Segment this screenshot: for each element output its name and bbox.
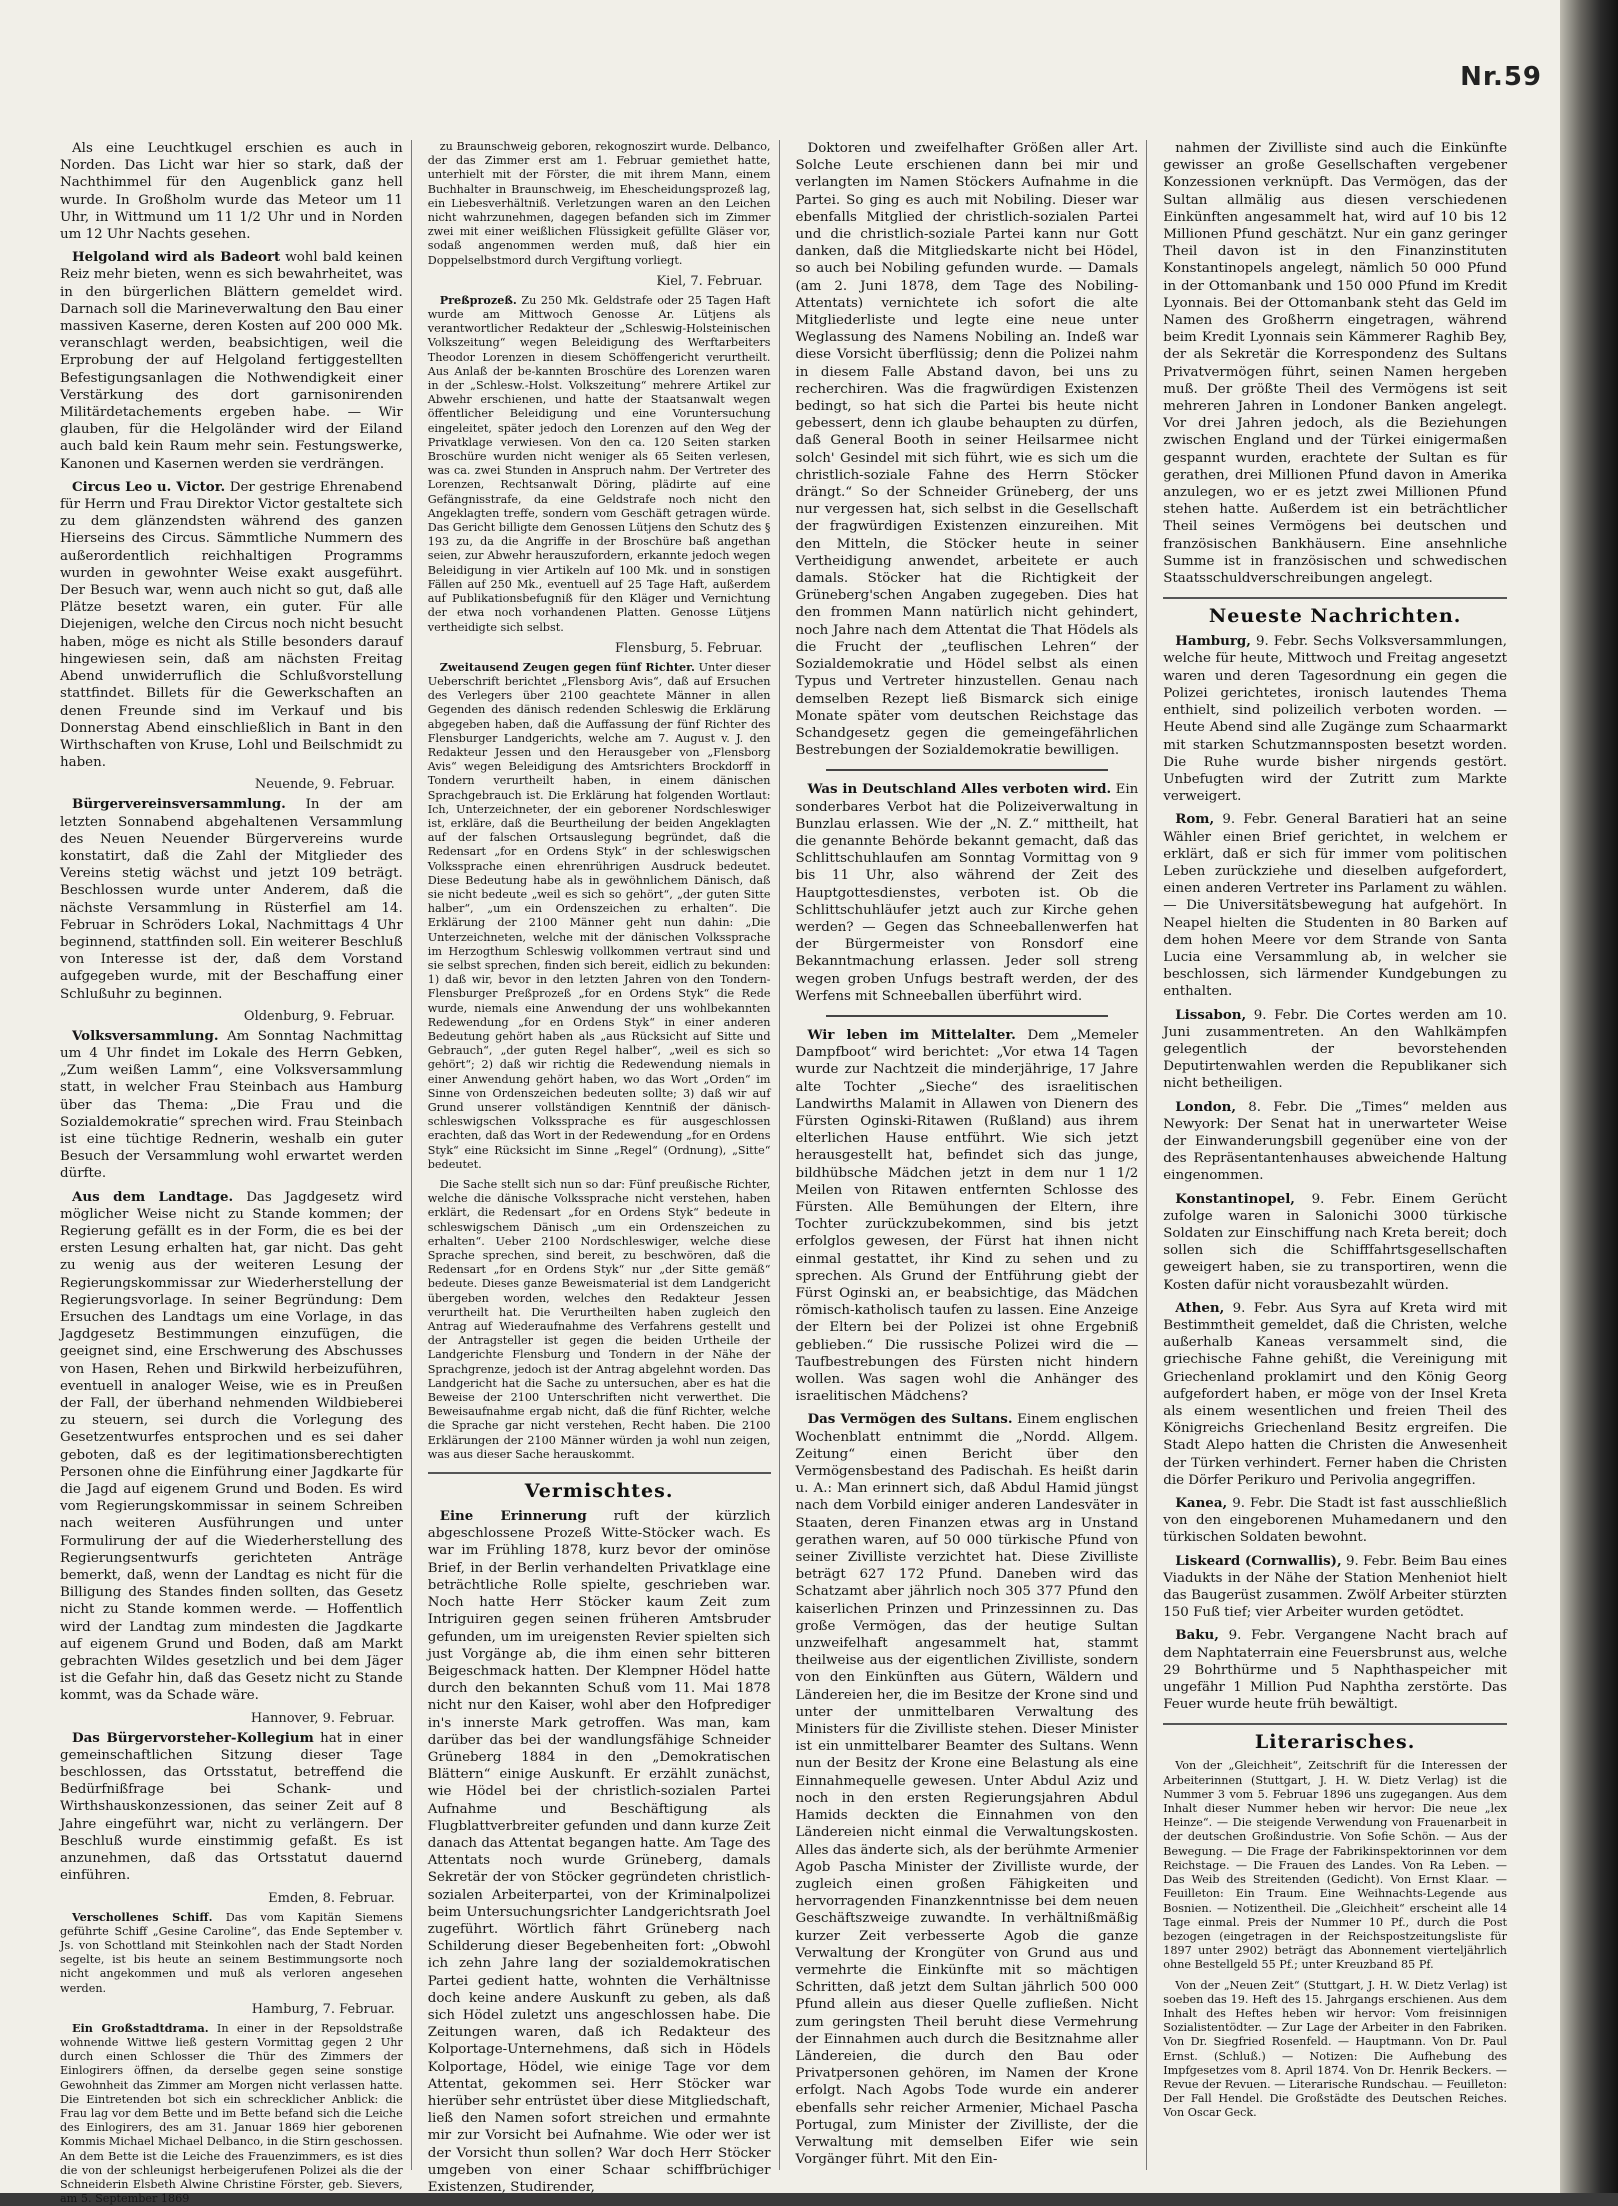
article-text: Die Sache stellt sich nun so dar: Fünf preußische Richter, welche die dänische Volkssprache nicht verstehen, haben erklärt, die Redensart „for en Ordens Styk“ bedeute in schleswigschem Dänisch „um ein Ordenszeichen zu erhalten“. Ueber 2100 Nordschleswiger, welche diese Sprache sprechen, sind bereit, zu beschwören, daß die Redensart „for en Ordens Styk“ nur „der Sitte gemäß“ bedeute. Dieses ganze Beweismaterial ist dem Landgericht übergeben worden, welches den Redakteur Jessen verurtheilt hat. Die Verurtheilten haben zugleich den Antrag auf Wiederaufnahme des Verfahrens gestellt und der Antragsteller ist gegen die beiden Urtheile der Landgerichte Flensburg und Tondern in der Nähe der Sprachgrenze, jedoch ist der Antrag abgelehnt worden. Das Landgericht hat die Sache zu untersuchen, aber es hat die Beweise der 2100 Unterschriften nicht verwerthet. Die Beweisaufnahme ergab nicht, daß die fünf Richter, welche die Sprache gar nicht verstehen, Recht haben. Die 2100 Erklärungen der 2100 Männer würden ja wohl nun zeigen, was aus dieser Sache herauskommt. bbox=[427, 1178, 771, 1461]
article-headline: Ein Großstadtdrama. bbox=[72, 2020, 209, 2035]
article-text: Als eine Leuchtkugel erschien es auch in Norden. Das Licht war hier so stark, daß der Nachthimmel für den Augenblick ganz hell wurde. In Großholm wurde das Meteor um 11 Uhr, in Wittmund um 11 1/2 Uhr und in Norden um 12 Uhr Nachts gesehen. bbox=[60, 141, 403, 243]
article-headline: Wir leben im Mittelalter. bbox=[807, 1026, 1016, 1043]
article-text: 9. Febr. Beim Bau eines Viadukts in der Nähe der Station Menheniot hielt das Baugerüst zusammen. Zwölf Arbeiter stürzten 150 Fuß tief; vier Arbeiter wurden getödtet. bbox=[1163, 1553, 1507, 1621]
article-paragraph bbox=[1163, 633, 1507, 805]
article-headline: Lissabon, bbox=[1175, 1006, 1247, 1023]
article-paragraph bbox=[1163, 1099, 1507, 1185]
article-headline: Circus Leo u. Victor. bbox=[72, 478, 226, 495]
article-paragraph bbox=[428, 140, 771, 268]
article-text: hat in einer gemeinschaftlichen Sitzung dieser Tage beschlossen, das Ortsstatut, betreffend die Bedürfnißfrage bei Schank- und Wirthshauskonzessionen, das seiner Zeit auf 8 Jahre eingeführt war, nicht zu verlängern. Der Beschluß wurde einstimmig gefaßt. Es ist anzunehmen, daß das Ortsstatut dauernd einführen. bbox=[60, 1730, 403, 1884]
dateline: Oldenburg, 9. Februar. bbox=[243, 1008, 395, 1024]
article-text: wohl bald keinen Reiz mehr bieten, wenn es sich bewahrheitet, was in den bürgerlichen Blättern gemeldet wird. Darnach soll die Marineverwaltung den Bau einer massiven Kaserne, deren Kosten auf 200 000 Mk. veranschlagt werden, beabsichtigen, weil die Erprobung der auf Helgoland fertiggestellten Befestigungsanlagen die Nothwendigkeit einer Verstärkung des dort garnisonirenden Militärdetachements ergeben habe. — Wir glauben, für die Helgoländer wird der Eiland auch bald kein Raum mehr sein. Festungswerke, Kanonen und Kasernen werden sie verdrängen. bbox=[60, 250, 403, 472]
article-text: Einem englischen Wochenblatt entnimmt die „Nordd. Allgem. Zeitung“ einen Bericht über den Vermögensbestand des Padischah. Es heißt darin u. A.: Man erinnert sich, daß Abdul Hamid jüngst nach dem Vorbild einiger anderen Landesväter in Staaten, deren Finanzen etwas arg in Unstand gerathen waren, auf 50 000 türkische Pfund von seiner Zivilliste verzichtet hat. Diese Zivilliste beträgt 627 172 Pfund. Daneben wird das Schatzamt aber jährlich noch 305 377 Pfund den kaiserlichen Prinzen und Prinzessinnen zu. Das große Vermögen, das der heutige Sultan unzweifelhaft angesammelt hat, stammt theilweise aus der eigentlichen Zivilliste, sondern von den Einkünften aus Gütern, Wäldern und Ländereien her, die im Besitze der Krone sind und unter der unmittelbaren Verwaltung des Ministers für die Zivilliste stehen. Dieser Minister ist ein unmittelbarer Beamter des Sultans. Wenn nun der Besitz der Krone eine Belastung als eine Einnahmequelle gewesen. Unter Abdul Aziz und noch in den ersten Regierungsjahren Abdul Hamids deckten die Einnahmen von den Ländereien nicht einmal die Verwaltungskosten. Alles das änderte sich, als der berühmte Armenier Agob Pascha Minister der Zivilliste wurde, der zugleich einen großen Fähigkeiten und hervorragenden Finanzkenntnisse bei dem neuen Geschäftszweige zuwandte. In verhältnißmäßig kurzer Zeit verbesserte Agob die ganze Verwaltung der Krongüter von Grund aus und vermehrte die Einkünfte mit so mächtigen Schritten, daß jetzt dem Sultan jährlich 500 000 Pfund allein aus dieser Quelle zufließen. Nicht zum geringsten Theil beruht diese Vermehrung der Einnahmen auch durch die Besitznahme aller Ländereien, die durch den Bau oder Privatpersonen gehören, im Namen der Krone erfolgt. Nach Agobs Tode wurde ein anderer ebenfalls sehr reicher Armenier, Michael Pascha Portugal, zum Minister der Zivilliste, der die Verwaltung mit demselben Eifer wie sein Vorgänger führt. Mit den Ein- bbox=[795, 1412, 1139, 2168]
article-paragraph bbox=[1163, 1553, 1507, 1622]
article-text: 8. Febr. Die „Times“ melden aus Newyork: Der Senat hat in unerwarteter Weise der Einwanderungsbill gegenüber eine von der des Repräsentantenhauses abweichende Haltung eingenommen. bbox=[1163, 1099, 1507, 1184]
article-headline: Konstantinopel, bbox=[1175, 1190, 1295, 1207]
article-text: Der gestrige Ehrenabend für Herrn und Frau Direktor Victor gestaltete sich zu dem glänzendsten während des ganzen Hierseins des Circus. Sämmtliche Nummern des außerordentlich reichhaltigen Programms wurden in gewohnter Weise exakt ausgeführt. Der Besuch war, wenn auch nicht so gut, daß alle Plätze besetzt waren, ein guter. Für alle Diejenigen, welche den Circus noch nicht besucht haben, möge es nicht als Stille besonders darauf hingewiesen sein, daß am nächsten Freitag Abend unwiderruflich die Schlußvorstellung stattfindet. Billets für die Gewerkschaften an denen Freunde sind im Verkauf und bis Donnerstag Abend einschließlich in Bant in den Wirthschaften von Kruse, Lohl und Beilschmidt zu haben. bbox=[60, 479, 403, 771]
article-headline: Volksversammlung. bbox=[72, 1027, 219, 1044]
article-headline: Rom, bbox=[1175, 811, 1215, 828]
article-text: Das vom Kapitän Siemens geführte Schiff „Gesine Caroline“, das Ende September v. Js. von Schottland mit Steinkohlen nach der Stadt Norden segelte, ist bis heute an seinem Bestimmungsorte noch nicht angekommen und muß als verloren angesehen werden. bbox=[60, 1910, 403, 1995]
article-text: Am Sonntag Nachmittag um 4 Uhr findet im Lokale des Herrn Gebken, „Zum weißen Lamm“, eine Volksversammlung statt, in welcher Frau Steinbach aus Hamburg über das Thema: „Die Frau und die Sozialdemokratie“ sprechen wird. Frau Steinbach ist eine tüchtige Rednerin, weshalb ein guter Besuch der Versammlung wohl erwartet werden dürfte. bbox=[60, 1028, 403, 1182]
article-paragraph bbox=[1163, 1627, 1507, 1713]
section-heading: Vermischtes. bbox=[428, 1472, 771, 1502]
article-text: nahmen der Zivilliste sind auch die Einkünfte gewisser an große Gesellschaften vergebener Konzessionen verknüpft. Das Vermögen, das der Sultan allmälig aus diesen verschiedenen Einkünften angesammelt hat, wird auf 10 bis 12 Millionen Pfund geschätzt. Nur ein ganz geringer Theil davon ist in den Finanzinstituten Konstantinopels angelegt, nämlich 50 000 Pfund in der Ottomanbank und 150 000 Pfund im Kredit Lyonnais. Bei der Ottomanbank steht das Geld im Namen des Großherrn eingetragen, während beim Kredit Lyonnais sein Kämmerer Raghib Bey, der als Sekretär die Korrespondenz des Sultans Privatvermögen führt, seinen Namen hergeben muß. Der größte Theil des Vermögens ist seit mehreren Jahren in Londoner Banken angelegt. Vor drei Jahren jedoch, als die Beziehungen zwischen England und der Türkei einigermaßen gespannt wurden, erachtete der Sultan es für gerathen, drei Millionen Pfund davon in Amerika anzulegen, wo er es jetzt zwei Millionen Pfund stehen hatte. Außerdem ist ein beträchtlicher Theil seines Vermögens bei deutschen und französischen Bankhäusern. Eine ansehnliche Summe ist in französischen und schwedischen Staatsschuldverschreibungen angelegt. bbox=[1163, 141, 1507, 587]
article-paragraph bbox=[428, 1178, 771, 1462]
article-paragraph bbox=[796, 781, 1139, 1005]
article-text: Von der „Gleichheit“, Zeitschrift für die Interessen der Arbeiterinnen (Stuttgart, J. H. W. Dietz Verlag) ist die Nummer 3 vom 5. Februar 1896 uns zugegangen. Aus dem Inhalt dieser Nummer heben wir hervor: Die neue „lex Heinze“. — Die steigende Verwendung von Frauenarbeit in der deutschen Großindustrie. Von Sofie Schön. — Aus der Bewegung. — Die Frage der Fabrikinspektorinnen vor dem Reichstage. — Die Frauen des Landes. Von Ra Leben. — Das Weib des Streitenden (Gedicht). Von Ernst Klaar. — Feuilleton: Ein Traum. Eine Weihnachts-Legende aus Bosnien. — Notizentheil. Die „Gleichheit“ erscheint alle 14 Tage einmal. Preis der Nummer 10 Pf., durch die Post bezogen (eingetragen in der Reichspostzeitungsliste für 1897 unter 2902) beträgt das Abonnement vierteljährlich ohne Bestellgeld 55 Pf.; unter Kreuzband 85 Pf. bbox=[1163, 1759, 1507, 1972]
article-paragraph bbox=[1163, 1007, 1507, 1093]
dateline: Kiel, 7. Februar. bbox=[656, 273, 763, 289]
article-headline: Verschollenes Schiff. bbox=[72, 1909, 213, 1924]
article-text: 9. Febr. Sechs Volksversammlungen, welche für heute, Mittwoch und Freitag angesetzt waren und deren Tagesordnung ein gegen die Polizei gerichtetes, ironisch lautendes Thema enthielt, sind polizeilich verboten worden. — Heute Abend sind alle Zugänge zum Schaarmarkt mit starken Schutzmannsposten besetzt worden. Die Ruhe wurde bisher nirgends gestört. Unbefugten wird der Zutritt zum Markte verweigert. bbox=[1163, 634, 1507, 805]
article-headline: Zweitausend Zeugen gegen fünf Richter. bbox=[439, 659, 695, 674]
article-text: 9. Febr. Die Stadt ist fast ausschließlich von den eingeborenen Muhamedanern und den türkischen Soldaten bewohnt. bbox=[1163, 1496, 1507, 1546]
article-paragraph bbox=[428, 1508, 771, 2196]
article-headline: Baku, bbox=[1175, 1627, 1219, 1644]
article-paragraph bbox=[1163, 1979, 1507, 2121]
page-number: Nr.59 bbox=[1460, 62, 1542, 92]
article-text: Ein sonderbares Verbot hat die Polizeiverwaltung in Bunzlau erlassen. Wie der „N. Z.“ mittheilt, hat die genannte Behörde bekannt gemacht, daß das Schlittschuhlaufen am Sonntag Vormittag von 9 bis 11 Uhr, also während der Zeit des Hauptgottesdienstes, verboten ist. Ob die Schlittschuhläufer jetzt auch zur Kirche gehen werden? — Gegen das Schneeballenwerfen hat der Bürgermeister von Ronsdorf eine Bekanntmachung erlassen. Jeder soll streng wegen groben Unfugs bestraft werden, der des Werfens mit Schneeballen überführt wird. bbox=[795, 782, 1139, 1004]
article-text: Von der „Neuen Zeit“ (Stuttgart, J. H. W. Dietz Verlag) ist soeben das 19. Heft des 15. Jahrgangs erschienen. Aus dem Inhalt des Heftes heben wir hervor: Vom freisinnigen Sozialistentödter. — Zur Lage der Arbeiter in den Fabriken. Von Dr. Siegfried Rosenfeld. — Hauptmann. Von Dr. Paul Ernst. (Schluß.) — Notizen: Die Aufhebung des Impfgesetzes vom 8. April 1874. Von Dr. Henrik Beckers. — Revue der Revuen. — Literarische Rundschau. — Feuilleton: Der Fall Hendel. Die Großstädte des Deutschen Reiches. Von Oscar Geck. bbox=[1163, 1978, 1507, 2120]
article-text: 9. Febr. Die Cortes werden am 10. Juni zusammentreten. An den Wahlkämpfen gelegentlich der bevorstehenden Deputirtenwahlen werden die Republikaner sich nicht betheiligen. bbox=[1163, 1007, 1507, 1092]
article-text: In der am letzten Sonnabend abgehaltenen Versammlung des Neuen Neuender Bürgervereins wurde konstatirt, daß die Zahl der Mitglieder des Vereins stetig wächst und jetzt 109 beträgt. Beschlossen wurde unter Anderem, daß die nächste Versammlung in Rüsterfiel am 14. Februar in Schröders Lokal, Nachmittags 4 Uhr beginnend, stattfinden soll. Ein weiterer Beschluß von Interesse ist der, daß dem Vorstand aufgegeben wurde, mit der Beschaffung einer Schlußuhr zu beginnen. bbox=[60, 797, 403, 1002]
article-paragraph bbox=[60, 1189, 403, 1705]
article-headline: Liskeard (Cornwallis), bbox=[1175, 1552, 1342, 1569]
dateline: Hamburg, 7. Februar. bbox=[251, 2001, 395, 2017]
article-paragraph bbox=[60, 249, 403, 473]
article-headline: Das Vermögen des Sultans. bbox=[807, 1411, 1013, 1428]
article-text: Das Jagdgesetz wird möglicher Weise nicht zu Stande kommen; der Regierung gefällt es in der Form, die es bei der ersten Lesung erhalten hat, gar nicht. Das geht zu wenig aus der weiteren Lesung der Regierungskommissar zur Wiederherstellung der Regierungsvorlage. In seiner Begründung: Dem Ersuchen des Landtags um eine Vorlage, in das Jagdgesetz Bestimmungen einzufügen, die geeignet sind, eine Erschwerung des Abschusses von Hasen, Rehen und Birkwild herbeizuführen, eventuell in analoger Weise, wie es in Preußen der Fall, der überhand nehmenden Wildbieberei zu steuern, sei durch die Vorlegung des Gesetzentwurfes entsprochen und es sei daher geboten, daß es der legitimationsberechtigten Personen ohne die Einführung einer Jagdkarte für die Jagd auf eigenem Grund und Boden. Es wird vom Regierungskommissar in seinem Schreiben nach weiteren Ausführungen und unter Formulirung der auf die Wiederherstellung des Regierungsentwurfs gerichteten Anträge bemerkt, daß, wenn der Landtag es nicht für die Billigung des Standes finden sollten, das Gesetz nicht zu Stande kommen werde. — Hoffentlich wird der Landtag zum mindesten die Jagdkarte auf eigenem Grund und Boden, daß am Markt gebrachten Wildes gesetzlich und bei dem Jäger ist die Gefahr hin, daß das Gesetz nicht zu Stande kommt, was da Schade wäre. bbox=[60, 1189, 403, 1704]
article-paragraph bbox=[428, 293, 771, 635]
article-headline: Preßprozeß. bbox=[439, 292, 517, 307]
article-text: Doktoren und zweifelhafter Größen aller Art. Solche Leute erschienen dann bei mir und verlangten im Namen Stöckers Aufnahme in die Partei. So ging es auch mit Nobiling. Dieser war ebenfalls Mitglied der christlich-sozialen Partei und die christlich-soziale Partei kann nur Gott danken, daß die Mitgliedskarte nicht bei Hödel, so auch bei Nobiling gefunden wurde. — Damals (am 2. Juni 1878, dem Tage des Nobiling-Attentats) vernichtete ich sofort die alte Mitgliederliste und legte eine neue unter Weglassung des Namens Nobiling an. Indeß war diese Vorsicht überflüssig; denn die Polizei nahm in diesem Falle Abstand davon, bei uns zu recherchiren. Was die fragwürdigen Existenzen bedingt, so hat sich die Partei bis heute nicht gebessert, denn ich glaube behaupten zu dürfen, daß General Booth in seiner Heilsarmee nicht solch' Gesindel mit sich führt, wie es sich um die christlich-soziale Fahne des Herrn Stöcker drängt.“ So der Schneider Grüneberg, der uns nur vergessen hat, sich selbst in die Gesellschaft der fragwürdigen Existenzen einzureihen. Mit den Mitteln, die Stöcker heute in seiner Vertheidigung anwendet, arbeitete er auch damals. Stöcker hat die Richtigkeit der Grüneberg'schen Angaben zugegeben. Dies hat den frommen Mann natürlich nicht gehindert, noch Jahre nach dem Attentat die That Hödels als die Frucht der „teuflischen Lehren“ der Sozialdemokratie und Hödel selbst als einen Typus und Vertreter hinzustellen. Genau nach demselben Rezept ließ Bismarck sich einige Monate später vom deutschen Reichstage das Schandgesetz gegen die gemeingefährlichen Bestrebungen der Sozialdemokratie bewilligen. bbox=[795, 141, 1139, 759]
article-text: In einer in der Repsoldstraße wohnende Wittwe ließ gestern Vormittag gegen 2 Uhr durch einen Schlosser die Thür des Zimmers der Einlogirers öffnen, da derselbe gegen seine sonstige Gewohnheit das Zimmer am Morgen nicht verlassen hatte. Die Eintretenden bot sich ein schrecklicher Anblick: die Frau lag vor dem Bette und im Bette befand sich die Leiche des Einlogirers, des am 31. Januar 1869 hier geborenen Kommis Michael Michael Delbanco, in die Stirn geschossen. An dem Bette ist die Leiche des Frauenzimmers, es ist dies die von der schleunigst herbeigerufenen Polizei als die der Schneiderin Elsbeth Alwine Christine Förster, geb. Sievers, am 5. September 1869 bbox=[60, 2021, 403, 2206]
article-text: 9. Febr. Vergangene Nacht brach auf dem Naphtaterrain eine Feuersbrunst aus, welche 29 Bohrthürme und 5 Naphthaspeicher mit ungefähr 1 Million Pud Naphtha zerstörte. Das Feuer wurde heute früh bewältigt. bbox=[1163, 1628, 1507, 1713]
article-text: 9. Febr. Einem Gerücht zufolge waren in Salonichi 3000 türkische Soldaten zur Einschiffung nach Kreta bereit; doch sollen sich die Schifffahrtsgesellschaften geweigert haben, sie zu transportiren, wenn die Kosten dafür nicht vorausbezahlt würden. bbox=[1163, 1191, 1507, 1293]
article-headline: London, bbox=[1175, 1098, 1237, 1115]
article-paragraph bbox=[1163, 1300, 1507, 1489]
article-text: ruft der kürzlich abgeschlossene Prozeß Witte-Stöcker wach. Es war im Frühling 1878, kurz bevor der ominöse Brief, in der Berlin verhandelten Privatklage eine beträchtliche Rolle spielte, geschrieben war. Noch hatte Herr Stöcker kaum Zeit zum Intriguiren gegen seinen früheren Amtsbruder gefunden, um im ureigensten Revier spielten sich just Vorgänge ab, die ihm einen sehr bitteren Beigeschmack hatten. Der Klempner Hödel hatte durch den bekannten Schuß vom 11. Mai 1878 nicht nur den Kaiser, wohl aber den Hofprediger in's innerste Mark getroffen. Was man, kam darüber das bei der wandlungsfähige Schneider Grüneberg 1884 in den „Demokratischen Blättern“ einige Auskunft. Er erzählt zunächst, wie Hödel bei der christlich-sozialen Partei Aufnahme und Beschäftigung als Flugblattverbreiter gefunden und dann kurze Zeit danach das Attentat begangen hatte. Am Tage des Attentats noch wurde Grüneberg, damals Sekretär der von Stöcker gegründeten christlich-sozialen Arbeiterpartei, von der Kriminalpolizei beim Untersuchungsrichter Landgerichtsrath Joel zugeführt. Wörtlich fährt Grüneberg nach Schilderung dieser Begebenheiten fort: „Obwohl ich zehn Jahre lang der sozialdemokratischen Partei gedient hatte, wohnten die Verhältnisse doch keine andere Auskunft zu geben, als daß sich Hödel zuletzt uns angeschlossen habe. Die Zeitungen waren, daß ich Redakteur des Kolportage-Unternehmens, daß sich in Hödels Kolportage, Hödel, wie einige Tage vor dem Attentat, gekommen sei. Herr Stöcker war hierüber sehr entrüstet über diese Mitgliedschaft, ließ den Namen sofort streichen und ermahnte mir zur Vorsicht bei Aufnahme. Wie oder wer ist der Vorsicht thun sollen? War doch Herr Stöcker umgeben von einer Schaar schiffbrüchiger Existenzen, Studirender, bbox=[427, 1509, 771, 2195]
article-paragraph bbox=[60, 1910, 403, 1996]
newspaper-column bbox=[427, 140, 780, 2195]
section-heading: Neueste Nachrichten. bbox=[1163, 597, 1507, 627]
article-text: Zu 250 Mk. Geldstrafe oder 25 Tagen Haft wurde am Mittwoch Genosse Ar. Lütjens als verantwortlicher Redakteur der „Schleswig-Holsteinischen Volkszeitung“ wegen Beleidigung des Werftarbeiters Theodor Lorenzen in diesem Schöffengericht verurtheilt. Aus Anlaß der be-kannten Broschüre des Lorenzen waren in der „Schlesw.-Holst. Volkszeitung“ mehrere Artikel zur Abwehr erschienen, und hatte der Staatsanwalt wegen öffentlicher Beleidigung und eine Voruntersuchung eingeleitet, später jedoch den Lorenzen auf den Weg der Privatklage verwiesen. Von den ca. 120 Seiten starken Broschüre wurden nicht weniger als 65 Seiten verlesen, was ca. zwei Stunden in Anspruch nahm. Der Vertreter des Lorenzen, Rechtsanwalt Döring, plädirte auf eine Gefängnisstrafe, da eine Geldstrafe noch nicht den Angeklagten treffe, sondern vom Geschäft getragen würde. Das Gericht billigte dem Genossen Lütjens den Schutz des § 193 zu, da die Angriffe in der Broschüre baß angethan seien, zur Abwehr herauszufordern, erkannte jedoch wegen Beleidigung in vier Artikeln auf 100 Mk. und in sonstigen Fällen auf 250 Mk., eventuell auf 25 Tage Haft, außerdem auf Publikationsbefugniß für den Kläger und Vernichtung der etwa noch vorhandenen Platten. Genosse Lütjens vertheidigte sich selbst. bbox=[427, 293, 771, 634]
article-paragraph bbox=[1163, 1495, 1507, 1547]
article-paragraph bbox=[1163, 140, 1507, 587]
article-headline: Was in Deutschland Alles verboten wird. bbox=[807, 781, 1112, 798]
article-paragraph bbox=[428, 660, 771, 1172]
section-divider bbox=[826, 769, 1109, 771]
section-divider bbox=[826, 1015, 1109, 1017]
newspaper-column bbox=[796, 140, 1148, 2170]
column-grid bbox=[60, 140, 1515, 2206]
article-headline: Athen, bbox=[1175, 1299, 1225, 1316]
article-text: zu Braunschweig geboren, rekognoszirt wurde. Delbanco, der das Zimmer erst am 1. Februar gemiethet hatte, unterhielt mit der Förster, die mit ihrem Mann, einem Buchhalter in Braunschweig, im Ehescheidungsprozeß lag, ein Liebesverhältniß. Verletzungen waren an den Leichen nicht wahrzunehmen, dagegen befanden sich im Zimmer zwei mit einer weißlichen Flüssigkeit gefüllte Gläser vor, sodaß angenommen werden muß, daß hier ein Doppelselbstmord durch Vergiftung vorliegt. bbox=[427, 140, 771, 267]
dateline: Neuende, 9. Februar. bbox=[254, 777, 395, 793]
article-paragraph bbox=[796, 1411, 1139, 2168]
newspaper-column bbox=[1163, 140, 1515, 2170]
article-text: 9. Febr. General Baratieri hat an seine Wähler einen Brief gerichtet, in welchem er erklärt, daß er sich für immer vom politischen Leben zurückziehe und dieselben aufgefordert, einen anderen Vertreter ins Parlament zu wählen. — Die Universitätsbewegung hat aufgehört. In Neapel hielten die Studenten in 80 Barken auf dem hohen Meere vor dem Strande von Santa Lucia eine Versammlung ab, in welcher sie beschlossen, sich lärmender Kundgebungen zu enthalten. bbox=[1163, 812, 1507, 1000]
article-headline: Hamburg, bbox=[1175, 633, 1251, 650]
article-headline: Aus dem Landtage. bbox=[72, 1188, 234, 1205]
article-headline: Bürgervereinsversammlung. bbox=[72, 796, 286, 813]
article-paragraph bbox=[60, 1028, 403, 1183]
article-headline: Eine Erinnerung bbox=[439, 1508, 587, 1525]
article-headline: Helgoland wird als Badeort bbox=[72, 249, 281, 266]
dateline: Emden, 8. Februar. bbox=[268, 1890, 395, 1906]
article-paragraph bbox=[1163, 1191, 1507, 1294]
article-paragraph bbox=[796, 1027, 1139, 1405]
dateline: Hannover, 9. Februar. bbox=[250, 1710, 395, 1726]
article-paragraph bbox=[60, 140, 403, 243]
dateline: Flensburg, 5. Februar. bbox=[614, 640, 763, 656]
book-binding-edge bbox=[1560, 0, 1618, 2193]
section-heading: Literarisches. bbox=[1163, 1723, 1507, 1753]
article-paragraph bbox=[60, 2021, 403, 2206]
article-text: Dem „Memeler Dampfboot“ wird berichtet: „Vor etwa 14 Tagen wurde zur Nachtzeit die minderjährige, 17 Jahre alte Tochter „Sieche“ des israelitischen Landwirths Malamit in Allawen von Dienern des Fürsten Oginski-Ritawen (Rußland) aus ihrem elterlichen Hause entführt. Wie sich jetzt herausgestellt hat, befindet sich das junge, bildhübsche Mädchen jetzt in dem nur 1 1/2 Meilen von Ritawen entfernten Schlosse des Fürsten. Alle Bemühungen der Eltern, ihre Tochter zurückzubekommen, sind bis jetzt erfolglos gewesen, der Fürst hat ihnen nicht einmal gestattet, ihr Kind zu sehen und zu sprechen. Als Grund der Entführung giebt der Fürst Oginski an, er beabsichtige, das Mädchen römisch-katholisch taufen zu lassen. Eine Anzeige der Eltern bei der Polizei ist ohne Ergebniß geblieben.“ Die russische Polizei wird die — Taufbestrebungen des Fürsten nicht hindern wollen. Was sagen wohl die Anhänger des israelitischen Mädchens? bbox=[795, 1027, 1139, 1405]
article-text: Unter dieser Ueberschrift berichtet „Flensborg Avis“, daß auf Ersuchen des Verlegers über 2100 geachtete Männer in allen Gegenden des dänisch redenden Schleswig die Erklärung abgegeben haben, daß die Auffassung der fünf Richter des Flensburger Landgerichts, welche am 7. August v. J. den Redakteur Jessen und den Herausgeber von „Flensborg Avis“ wegen Beleidigung des Amtsrichters Brockdorff in Tondern verurtheilt haben, in einem dänischen Sprachgebrauch ist. Die Erklärung hat folgenden Wortlaut: Ich, Unterzeichneter, der ein geborener Nordschleswiger ist, erkläre, daß die Beurtheilung der beiden Angeklagten auf der falschen Ortsauslegung begründet, daß die Redensart „for en Ordens Styk“ in der schleswigschen Volkssprache einen ehrenrührigen Ausdruck bedeutet. Diese Bedeutung habe als in gewöhnlichem Dänisch, daß sie nicht bedeute „weil es sich so gehört“, „der guten Sitte halber“, „um ein Ordenszeichen zu erhalten“. Die Erklärung der 2100 Männer geht nun dahin: „Die Unterzeichneten, welche mit der dänischen Volkssprache im Herzogthum Schleswig vollkommen vertraut sind und sie selbst sprechen, finden sich bereit, eidlich zu bekunden: 1) daß wir, bevor in den letzten Jahren von den Tondern-Flensburger Preßprozeß „for en Ordens Styk“ die Rede wurde, niemals eine Anwendung der uns wohlbekannten Redewendung „for en Ordens Styk“ in einer anderen Bedeutung gehört haben als „aus Rücksicht auf Sitte und Gebrauch“, „der guten Regel halber“, „weil es sich so gehört“; 2) daß wir richtig die Redewendung niemals in einer Anwendung gehört haben, wo das Wort „Orden“ im Sinne von Ordenszeichen bedeuten sollte; 3) daß wir auf Grund unserer vollständigen Kenntniß der dänisch-schleswigschen Volkssprache es für ausgeschlossen erachten, daß das Wort in der Redewendung „for en Ordens Styk“ eine Rücksicht im Sinne „Regel“ (Ordnung), „Sitte“ bedeutet. bbox=[427, 660, 771, 1171]
article-paragraph bbox=[1163, 811, 1507, 1000]
article-paragraph bbox=[1163, 1759, 1507, 1972]
article-paragraph bbox=[60, 796, 403, 1002]
newspaper-column bbox=[60, 140, 412, 2206]
article-headline: Das Bürgervorsteher-Kollegium bbox=[72, 1729, 314, 1746]
article-text: 9. Febr. Aus Syra auf Kreta wird mit Bestimmtheit gemeldet, daß die Christen, welche außerhalb Kaneas versammelt sind, die griechische Fahne gehißt, die Vereinigung mit Griechenland proklamirt und den König Georg aufgefordert haben, er möge von der Insel Kreta als einem wesentlichen und freien Theil des Königreichs Griechenland Besitz ergreifen. Die Stadt Alepo hatten die Christen die Anwesenheit der Türken verhindert. Ferner haben die Christen die Dörfer Perikuro und Perivolia angegriffen. bbox=[1163, 1300, 1507, 1488]
article-headline: Kanea, bbox=[1175, 1495, 1228, 1512]
article-paragraph bbox=[60, 479, 403, 771]
article-paragraph bbox=[60, 1730, 403, 1885]
article-paragraph bbox=[796, 140, 1139, 759]
